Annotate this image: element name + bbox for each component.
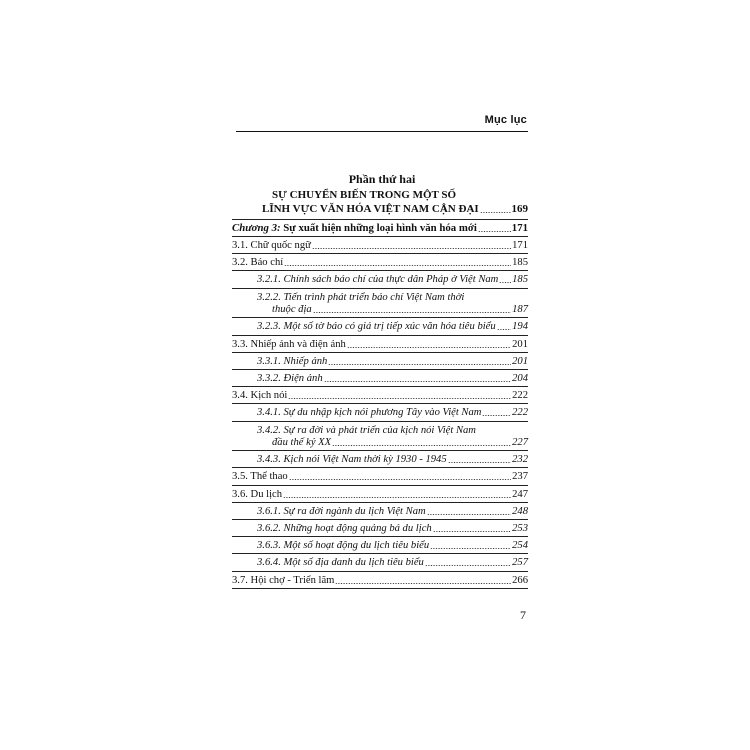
part-heading-line1: SỰ CHUYỂN BIẾN TRONG MỘT SỐ bbox=[272, 189, 457, 201]
leader-dots bbox=[312, 241, 511, 250]
toc-section-entry bbox=[232, 488, 528, 501]
toc-subsection-entry bbox=[257, 505, 528, 518]
section-label: 3.2. Báo chí bbox=[232, 257, 284, 269]
leader-dots bbox=[448, 455, 511, 464]
chapter-title: Sự xuất hiện những loại hình văn hóa mới bbox=[283, 222, 477, 234]
page-ref: 257 bbox=[512, 557, 528, 569]
toc-subsection-entry bbox=[257, 556, 528, 569]
divider bbox=[232, 502, 528, 503]
page-ref: 185 bbox=[512, 274, 528, 286]
subsection-label: 3.4.1. Sự du nhập kịch nói phương Tây vào Việt Nam bbox=[257, 407, 482, 419]
subsection-label: 3.3.1. Nhiếp ảnh bbox=[257, 355, 328, 367]
leader-dots bbox=[328, 357, 511, 366]
divider bbox=[232, 467, 528, 468]
toc-subsection-entry bbox=[257, 273, 528, 286]
toc-subsection-entry bbox=[257, 453, 528, 466]
subsection-label: 3.6.2. Những hoạt động quảng bá du lịch bbox=[257, 523, 432, 534]
subsection-label: 3.6.3. Một số hoạt động du lịch tiêu biểu bbox=[257, 540, 430, 552]
divider bbox=[232, 352, 528, 353]
subsection-label: 3.6.4. Một số địa danh du lịch tiêu biểu bbox=[257, 557, 424, 569]
divider bbox=[232, 450, 528, 451]
leader-dots bbox=[427, 507, 511, 516]
section-label: 3.1. Chữ quốc ngữ bbox=[232, 240, 311, 251]
toc-section-entry bbox=[232, 338, 528, 351]
divider bbox=[232, 571, 528, 572]
page-ref: 171 bbox=[511, 222, 528, 234]
subsection-label: thuộc địa bbox=[272, 304, 312, 316]
page-ref: 248 bbox=[512, 505, 528, 517]
page-ref: 204 bbox=[512, 372, 528, 384]
leader-dots bbox=[478, 224, 511, 233]
toc-subsection-entry bbox=[257, 522, 528, 535]
divider bbox=[232, 386, 528, 387]
toc-subsection-entry bbox=[272, 303, 528, 316]
divider bbox=[232, 270, 528, 271]
page-ref: 222 bbox=[512, 390, 528, 402]
divider bbox=[232, 553, 528, 554]
toc-section-entry bbox=[232, 470, 528, 483]
leader-dots bbox=[482, 408, 511, 417]
page-ref: 247 bbox=[512, 488, 528, 500]
subsection-label: 3.2.1. Chính sách báo chí của thực dân Pháp ở Việt Nam bbox=[257, 274, 499, 286]
page-ref: 201 bbox=[512, 355, 528, 367]
toc-subsection-entry bbox=[257, 372, 528, 385]
section-label: 3.7. Hội chợ - Triển lãm bbox=[232, 574, 335, 586]
subsection-label: 3.4.3. Kịch nói Việt Nam thời kỳ 1930 - 1945 bbox=[257, 454, 447, 466]
leader-dots bbox=[289, 472, 511, 481]
page-ref: 222 bbox=[512, 407, 528, 419]
divider bbox=[232, 335, 528, 336]
leader-dots bbox=[313, 305, 511, 314]
section-label: 3.6. Du lịch bbox=[232, 488, 283, 500]
divider bbox=[232, 253, 528, 254]
toc-section-entry bbox=[232, 574, 528, 587]
divider bbox=[232, 288, 528, 289]
part-label: Phần thứ hai bbox=[348, 172, 416, 186]
chapter-entry bbox=[232, 222, 528, 235]
divider bbox=[232, 536, 528, 537]
toc-section-entry bbox=[232, 389, 528, 402]
divider bbox=[232, 403, 528, 404]
page-ref: 185 bbox=[512, 257, 528, 269]
subsection-label: 3.2.3. Một số tờ báo có giá trị tiếp xúc văn hóa tiêu biểu bbox=[257, 321, 496, 333]
page-ref: 169 bbox=[511, 203, 528, 215]
page-ref: 253 bbox=[512, 523, 528, 534]
divider bbox=[232, 236, 528, 237]
header-title: Mục lục bbox=[484, 114, 527, 126]
divider bbox=[232, 219, 528, 220]
subsection-label-line: 3.4.2. Sự ra đời và phát triển của kịch nói Việt Nam bbox=[257, 424, 476, 436]
toc-subsection-entry bbox=[272, 436, 528, 449]
divider bbox=[232, 485, 528, 486]
section-label: 3.5. Thể thao bbox=[232, 471, 288, 483]
divider bbox=[232, 588, 528, 589]
running-header bbox=[236, 114, 528, 132]
leader-dots bbox=[430, 541, 511, 550]
leader-dots bbox=[288, 391, 511, 400]
divider bbox=[232, 421, 528, 422]
section-label: 3.4. Kịch nói bbox=[232, 390, 288, 402]
subsection-label: đầu thế kỷ XX bbox=[272, 437, 332, 448]
page-ref: 227 bbox=[512, 437, 528, 448]
chapter-prefix: Chương 3: bbox=[232, 222, 281, 234]
leader-dots bbox=[433, 524, 511, 533]
page-ref: 237 bbox=[512, 471, 528, 483]
toc-section-entry bbox=[232, 256, 528, 269]
part-heading-line2: LĨNH VỰC VĂN HÓA VIỆT NAM CẬN ĐẠI bbox=[262, 203, 479, 215]
divider bbox=[232, 317, 528, 318]
page-ref: 194 bbox=[512, 321, 528, 333]
toc-subsection-entry bbox=[257, 355, 528, 368]
toc-section-entry bbox=[232, 239, 528, 252]
page-ref: 201 bbox=[512, 338, 528, 350]
leader-dots bbox=[283, 490, 511, 499]
leader-dots bbox=[497, 322, 511, 331]
subsection-label: 3.3.2. Điện ảnh bbox=[257, 372, 323, 384]
page-ref: 266 bbox=[512, 574, 528, 586]
page-ref: 254 bbox=[512, 540, 528, 552]
leader-dots bbox=[347, 340, 511, 349]
divider bbox=[232, 369, 528, 370]
leader-dots bbox=[425, 558, 511, 567]
subsection-label: 3.6.1. Sự ra đời ngành du lịch Việt Nam bbox=[257, 505, 426, 517]
leader-dots bbox=[284, 258, 511, 267]
divider bbox=[232, 519, 528, 520]
subsection-label-line: 3.2.2. Tiến trình phát triển báo chí Việt Nam thời bbox=[257, 291, 465, 303]
page-ref: 171 bbox=[512, 240, 528, 251]
toc-subsection-entry bbox=[257, 406, 528, 419]
page-ref: 232 bbox=[512, 454, 528, 466]
leader-dots bbox=[480, 205, 511, 214]
toc-subsection-entry bbox=[257, 539, 528, 552]
toc-subsection-entry bbox=[257, 320, 528, 333]
leader-dots bbox=[332, 438, 511, 447]
page-ref: 187 bbox=[512, 304, 528, 316]
leader-dots bbox=[335, 576, 511, 585]
page-number: 7 bbox=[520, 608, 526, 622]
leader-dots bbox=[324, 374, 511, 383]
section-label: 3.3. Nhiếp ảnh và điện ảnh bbox=[232, 338, 346, 350]
leader-dots bbox=[499, 275, 511, 284]
